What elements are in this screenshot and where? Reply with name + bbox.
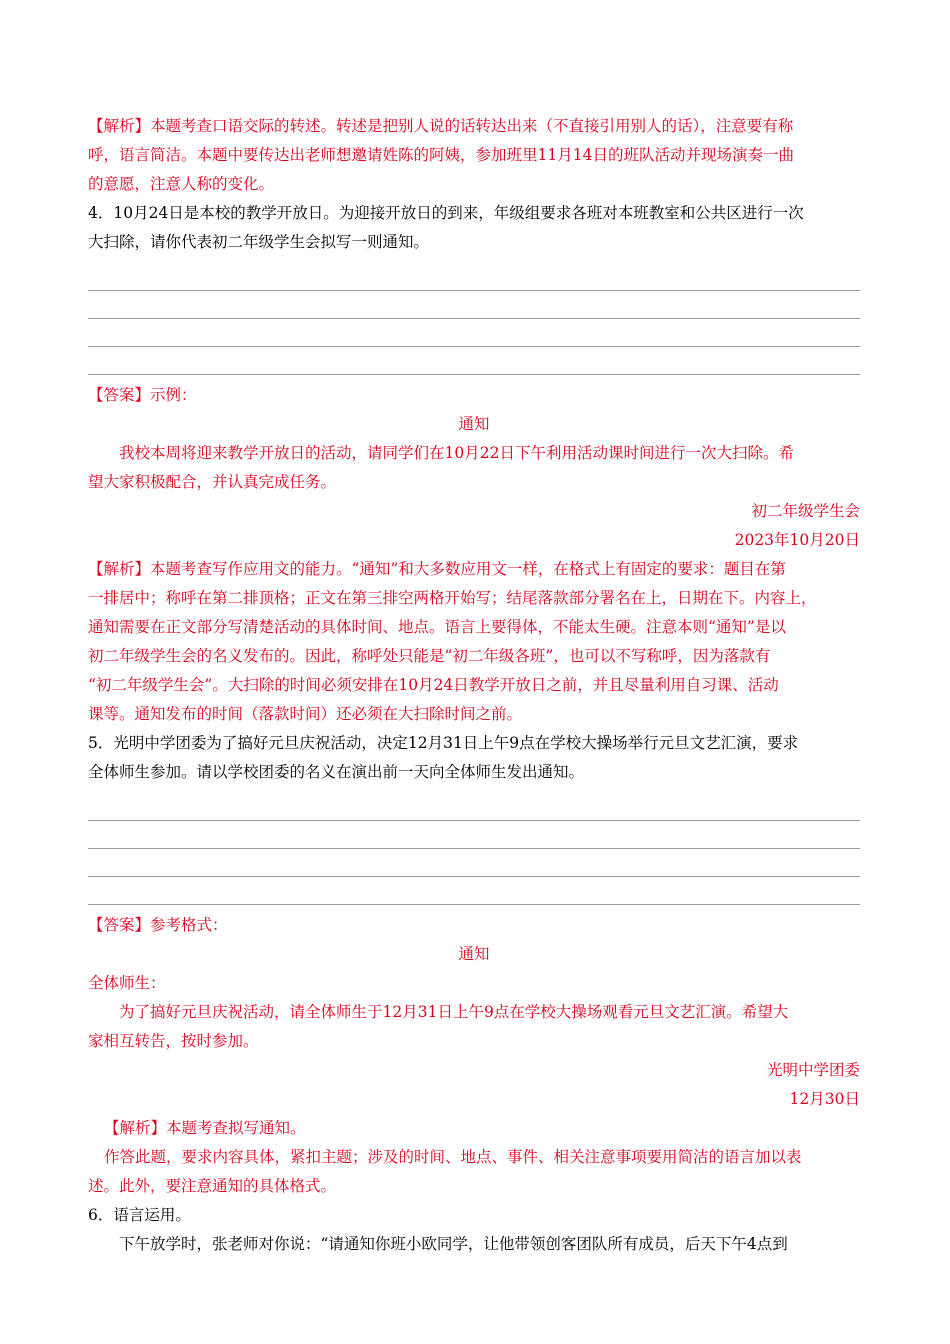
analysis-line: 【解析】本题考查拟写通知。 <box>104 1119 306 1137</box>
blank-answer-line[interactable] <box>88 319 860 347</box>
analysis-line: 【解析】本题考查口语交际的转述。转述是把别人说的话转达出来（不直接引用别人的话），注意要有称 <box>88 117 794 135</box>
notice-date: 12月30日 <box>789 1090 860 1108</box>
answer-lines-4 <box>88 263 860 375</box>
answer-block-4 <box>88 381 860 555</box>
notice-body-line: 家相互转告，按时参加。 <box>88 1032 259 1050</box>
blank-answer-line[interactable] <box>88 347 860 375</box>
notice-body-line: 望大家积极配合，并认真完成任务。 <box>88 473 337 491</box>
analysis-line: 述。此外，要注意通知的具体格式。 <box>88 1177 337 1195</box>
question-line: 下午放学时，张老师对你说：“请通知你班小欧同学，让他带领创客团队所有成员，后天下午4点到 <box>119 1235 788 1253</box>
analysis-line: 作答此题，要求内容具体，紧扣主题；涉及的时间、地点、事件、相关注意事项要用简洁的语言加以表 <box>104 1148 802 1166</box>
question-line: 大扫除，请你代表初二年级学生会拟写一则通知。 <box>88 233 430 251</box>
question-title: 6．语言运用。 <box>88 1206 191 1224</box>
notice-body-line: 为了搞好元旦庆祝活动，请全体师生于12月31日上午9点在学校大操场观看元旦文艺汇演。希望大 <box>119 1003 789 1021</box>
answer-label: 【答案】参考格式： <box>88 916 228 934</box>
notice-title: 通知 <box>458 415 490 433</box>
analysis-line: 初二年级学生会的名义发布的。因此，称呼处只能是“初二年级各班”，也可以不写称呼，因为落款有 <box>88 647 771 665</box>
blank-answer-line[interactable] <box>88 877 860 905</box>
question-line: 4．10月24日是本校的教学开放日。为迎接开放日的到来，年级组要求各班对本班教室和公共区进行一次 <box>88 204 804 222</box>
blank-answer-line[interactable] <box>88 291 860 319</box>
blank-answer-line[interactable] <box>88 793 860 821</box>
blank-answer-line[interactable] <box>88 263 860 291</box>
analysis-line: 【解析】本题考查写作应用文的能力。“通知”和大多数应用文一样，在格式上有固定的要求：题目在第 <box>88 560 786 578</box>
analysis-line: 通知需要在正文部分写清楚活动的具体时间、地点。语言上要得体，不能太生硬。注意本则“通知”是以 <box>88 618 786 636</box>
question-5 <box>88 729 860 787</box>
question-4 <box>88 199 860 257</box>
notice-title: 通知 <box>458 945 490 963</box>
answer-lines-5 <box>88 793 860 905</box>
question-6 <box>88 1201 860 1259</box>
analysis-block-5 <box>88 1114 860 1201</box>
notice-signature: 初二年级学生会 <box>751 502 860 520</box>
analysis-line: “初二年级学生会”。大扫除的时间必须安排在10月24日教学开放日之前，并且尽量利用自习课、活动 <box>88 676 779 694</box>
answer-block-5 <box>88 911 860 1114</box>
answer-label: 【答案】示例： <box>88 386 197 404</box>
analysis-line: 课等。通知发布的时间（落款时间）还必须在大扫除时间之前。 <box>88 705 523 723</box>
analysis-block-4 <box>88 555 860 729</box>
analysis-block-1 <box>88 112 860 199</box>
analysis-line: 一排居中；称呼在第二排顶格；正文在第三排空两格开始写；结尾落款部分署名在上，日期在下。内容上， <box>88 589 817 607</box>
notice-signature: 光明中学团委 <box>766 1061 860 1079</box>
blank-answer-line[interactable] <box>88 849 860 877</box>
analysis-line: 的意愿，注意人称的变化。 <box>88 175 275 193</box>
notice-salutation: 全体师生： <box>88 974 166 992</box>
notice-date: 2023年10月20日 <box>734 531 860 549</box>
blank-answer-line[interactable] <box>88 821 860 849</box>
notice-body-line: 我校本周将迎来教学开放日的活动，请同学们在10月22日下午利用活动课时间进行一次大扫除。希 <box>119 444 794 462</box>
question-line: 全体师生参加。请以学校团委的名义在演出前一天向全体师生发出通知。 <box>88 763 585 781</box>
analysis-line: 呼，语言简洁。本题中要传达出老师想邀请姓陈的阿姨，参加班里11月14日的班队活动并现场演奏一曲 <box>88 146 794 164</box>
question-line: 5．光明中学团委为了搞好元旦庆祝活动，决定12月31日上午9点在学校大操场举行元旦文艺汇演，要求 <box>88 734 799 752</box>
